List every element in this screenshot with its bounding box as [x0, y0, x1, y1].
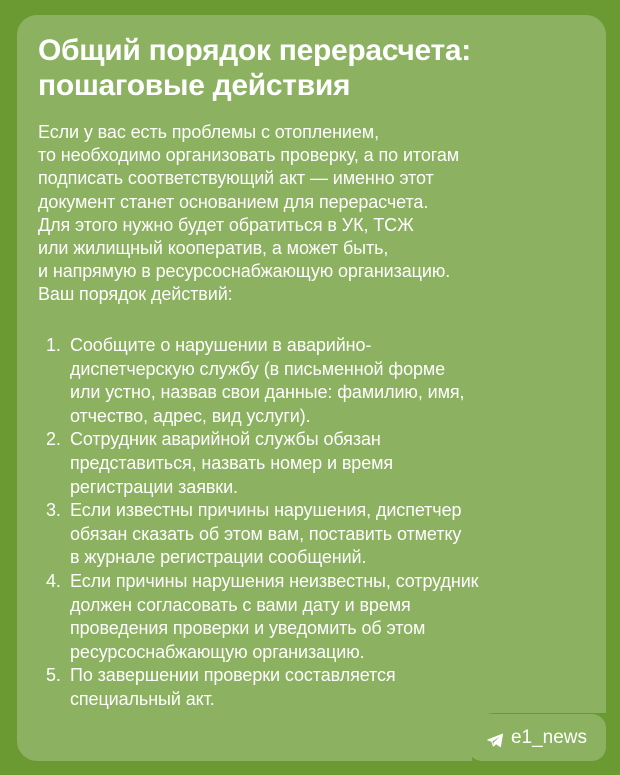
step-item	[38, 428, 598, 499]
step-item	[38, 499, 598, 570]
channel-name: e1_news	[510, 726, 588, 748]
step-line: ресурсоснабжающую организацию.	[70, 641, 365, 662]
title-line: пошаговые действия	[38, 69, 351, 102]
step-item	[38, 664, 598, 711]
page-title	[38, 33, 598, 103]
step-line: проведения проверки и уведомить об этом	[70, 618, 426, 639]
step-number: 5.	[46, 665, 61, 686]
step-line: По завершении проверки составляется	[70, 665, 396, 686]
step-line: Сообщите о нарушении в аварийно-	[70, 335, 372, 355]
step-item	[38, 334, 598, 428]
step-line: Если известны причины нарушения, диспетчер	[70, 500, 462, 521]
step-line: обязан сказать об этом вам, поставить отметку	[70, 523, 462, 544]
step-line: или устно, назвав свои данные: фамилию, имя,	[70, 382, 465, 403]
intro-line: то необходимо организовать проверку, а по итогам	[38, 145, 460, 166]
step-number: 4.	[46, 570, 61, 591]
step-number: 2.	[46, 429, 61, 450]
intro-line: Для этого нужно будет обратиться в УК, ТСЖ	[38, 214, 414, 235]
intro-line: подписать соответствующий акт — именно этот	[38, 168, 434, 189]
intro-line: или жилищный кооператив, а может быть,	[38, 238, 389, 259]
step-line: должен согласовать с вами дату и время	[70, 594, 411, 615]
step-line: Если причины нарушения неизвестны, сотрудник	[70, 570, 479, 591]
telegram-channel-link[interactable]	[468, 714, 606, 761]
intro-paragraph	[38, 121, 598, 307]
step-line: регистрации заявки.	[70, 476, 238, 497]
step-line: Сотрудник аварийной службы обязан	[70, 429, 381, 450]
step-line: представиться, назвать номер и время	[70, 452, 394, 473]
step-line: диспетчерскую службу (в письменной форме	[70, 358, 446, 379]
intro-line: документ станет основанием для перерасчета.	[38, 191, 429, 212]
intro-line: Если у вас есть проблемы с отоплением,	[38, 122, 379, 142]
step-number: 1.	[46, 335, 61, 355]
step-item	[38, 570, 598, 664]
step-number: 3.	[46, 500, 61, 521]
intro-line: и напрямую в ресурсоснабжающую организацию.	[38, 261, 451, 282]
title-line: Общий порядок перерасчета:	[38, 34, 472, 67]
step-line: в журнале регистрации сообщений.	[70, 547, 367, 568]
step-line: специальный акт.	[70, 688, 215, 709]
step-line: отчество, адрес, вид услуги).	[70, 405, 311, 426]
telegram-icon	[487, 731, 503, 745]
intro-line: Ваш порядок действий:	[38, 284, 233, 305]
steps-list	[38, 334, 598, 712]
